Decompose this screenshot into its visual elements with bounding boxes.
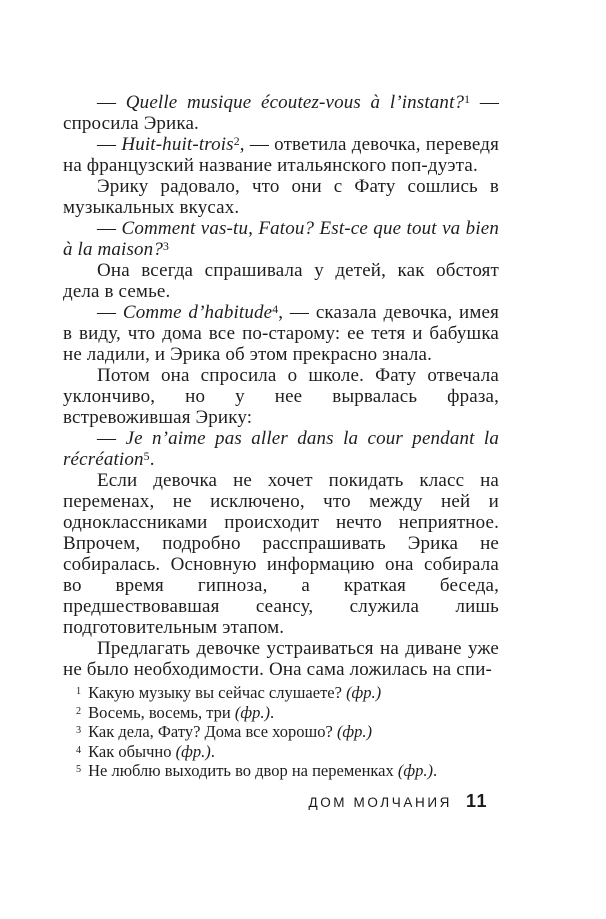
text-segment: (фр.) <box>397 761 433 781</box>
text-segment: — спросила Эрика. <box>63 92 500 134</box>
footnote <box>76 742 500 762</box>
footnote <box>76 703 500 723</box>
text-segment: Если девочка не хочет покидать класс на переменах, не исключено, что между ней и одноклассниками происходит нечто неприятное. Впрочем, подробно расспрашивать Эрика не собиралась. Основную информацию она собирала во время гипноза, а краткая беседа, предшествовавшая сеансу, служила лишь подготовительным этапом. <box>63 470 499 638</box>
paragraph <box>63 176 499 218</box>
running-title: ДОМ МОЛЧАНИЯ <box>308 795 452 810</box>
text-segment: Je n’aime pas aller dans la cour pendant la récréation <box>63 428 499 470</box>
paragraph <box>63 638 499 680</box>
paragraph <box>63 470 499 638</box>
page-footer <box>308 791 488 812</box>
text-segment: (фр.) <box>336 722 373 742</box>
text-segment: Предлагать девочке устраиваться на диване уже не было необходимости. Она сама ложилась на спи- <box>63 638 499 680</box>
footnote-reference: 2 <box>233 134 240 148</box>
text-segment: Как обычно <box>88 741 176 761</box>
text-segment: , — ответила девочка, переведя на французский название итальянского поп-дуэта. <box>63 134 499 176</box>
text-segment: , — сказала девочка, имея в виду, что дома все по-старому: ее тетя и бабушка не ладили, и Эрика об этом прекрасно знала. <box>63 302 499 365</box>
text-segment: (фр.) <box>234 702 270 722</box>
text-segment: — <box>97 302 123 323</box>
footnote-marker: 1 <box>76 685 82 697</box>
footnote-reference: 4 <box>272 302 279 316</box>
text-segment: Huit-huit-trois <box>121 134 234 155</box>
footnote-marker: 4 <box>76 744 82 756</box>
text-segment: . <box>210 741 215 761</box>
text-segment: Какую музыку вы сейчас слушаете? <box>88 683 347 702</box>
footnote-marker: 3 <box>76 725 82 737</box>
paragraph <box>63 134 499 176</box>
footnote-reference: 1 <box>464 92 471 106</box>
footnotes <box>76 683 500 781</box>
page-number: 11 <box>465 791 488 811</box>
text-segment: — <box>97 218 122 239</box>
text-segment: Она всегда спрашивала у детей, как обстоят дела в семье. <box>63 260 499 302</box>
text-segment: Comme d’habitude <box>122 302 273 323</box>
text-segment: Как дела, Фату? Дома все хорошо? <box>88 722 337 742</box>
body-text <box>63 92 499 680</box>
footnote-marker: 5 <box>76 764 82 776</box>
text-segment: Восемь, восемь, три <box>88 702 235 722</box>
paragraph <box>63 218 499 260</box>
text-segment: Не люблю выходить во двор на переменках <box>88 761 398 781</box>
footnote-reference: 3 <box>162 239 170 253</box>
text-segment: (фр.) <box>346 683 382 702</box>
paragraph <box>63 302 499 365</box>
footnote <box>76 761 500 781</box>
text-segment: — <box>97 134 122 155</box>
footnote-marker: 2 <box>76 705 82 717</box>
text-segment: — <box>97 428 126 449</box>
footnote <box>76 683 500 703</box>
paragraph <box>63 92 499 134</box>
text-segment: Comment vas-tu, Fatou? Est-ce que tout va bien à la maison? <box>63 218 499 260</box>
text-segment: . <box>432 761 438 781</box>
text-segment: — <box>97 92 126 113</box>
text-segment: . <box>269 702 275 722</box>
text-segment: Quelle musique écoutez-vous à l’instant? <box>125 92 465 113</box>
text-segment: Эрику радовало, что они с Фату сошлись в музыкальных вкусах. <box>63 176 499 218</box>
paragraph <box>63 365 499 428</box>
text-segment: Потом она спросила о школе. Фату отвечала уклончиво, но у нее вырвалась фраза, встревожившая Эрику: <box>63 365 499 428</box>
paragraph <box>63 428 499 470</box>
paragraph <box>63 260 499 302</box>
text-segment: . <box>149 449 155 470</box>
text-segment: (фр.) <box>175 741 211 761</box>
footnote-reference: 5 <box>143 449 150 463</box>
footnote <box>76 722 500 742</box>
